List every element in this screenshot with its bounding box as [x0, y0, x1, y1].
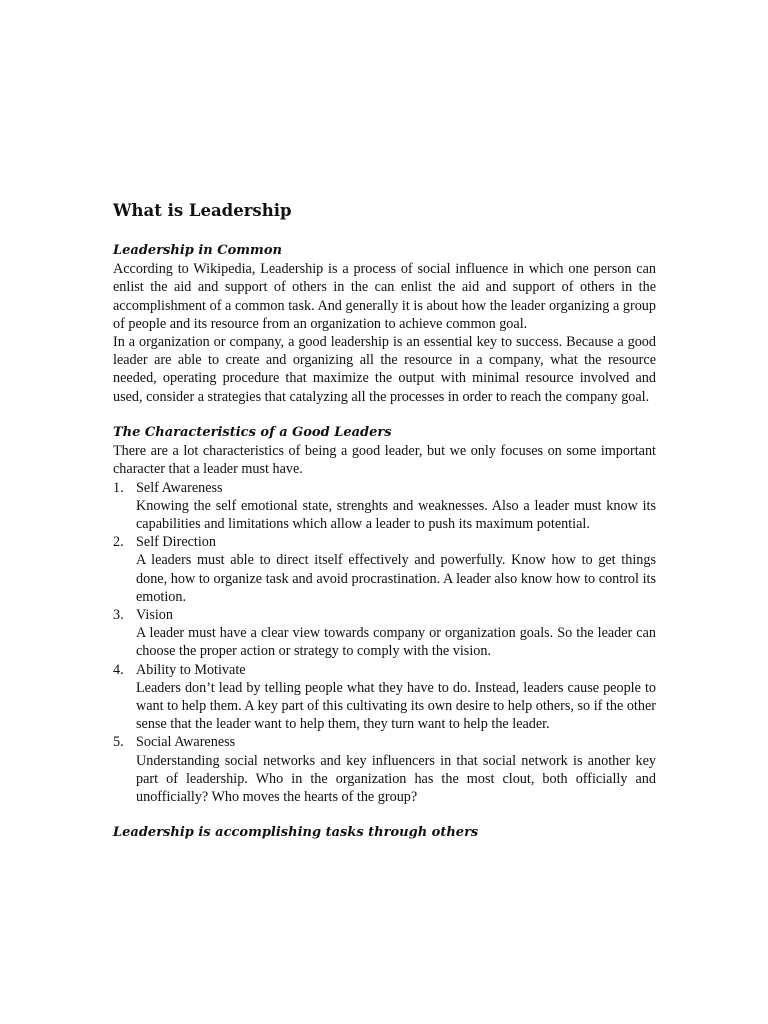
- section-heading: Leadership in Common: [113, 243, 282, 258]
- list-item-body: A leader must have a clear view towards company or organization goals. So the leader can choose the proper action or strategy to comply with the vision.: [136, 625, 656, 660]
- list-item: [113, 733, 656, 806]
- section-accomplishing-tasks: [113, 824, 656, 842]
- list-item: [113, 533, 656, 606]
- list-item: [113, 606, 656, 661]
- characteristics-list: [113, 479, 656, 807]
- paragraph: According to Wikipedia, Leadership is a process of social influence in which one person can enlist the aid and support of others in the can enlist the aid and support of others in the accomplishment of a common task. And generally it is about how the leader organizing a group of people and its resource from an organization to achieve common goal.: [113, 261, 656, 332]
- list-item-number: 2.: [113, 534, 124, 551]
- document-page: [113, 200, 656, 843]
- list-item: [113, 661, 656, 734]
- list-item-title: Social Awareness: [136, 734, 236, 751]
- section-heading: Leadership is accomplishing tasks through others: [113, 825, 479, 841]
- spacer: [113, 806, 656, 824]
- section-intro: There are a lot characteristics of being a good leader, but we only focuses on some important character that a leader must have.: [113, 443, 656, 478]
- document-title: What is Leadership: [113, 201, 292, 220]
- section-heading: The Characteristics of a Good Leaders: [113, 425, 392, 441]
- list-item: [113, 479, 656, 534]
- list-item-body: Leaders don’t lead by telling people what they have to do. Instead, leaders cause people to want to help them. A key part of this cultivating its own desire to help others, so if the other sense that the leader want to help them, they turn want to help the leader.: [136, 679, 656, 733]
- list-item-body: Knowing the self emotional state, strenghts and weaknesses. Also a leader must know its capabilities and limitations which allow a leader to push its maximum potential.: [136, 497, 656, 533]
- list-item-body: A leaders must able to direct itself effectively and powerfully. Know how to get things done, how to organize task and avoid procrastination. A leader also know how to control its emotion.: [136, 552, 656, 605]
- section-characteristics: [113, 424, 656, 806]
- list-item-number: 4.: [113, 661, 124, 678]
- list-item-title: Self Awareness: [136, 479, 223, 496]
- list-item-number: 1.: [113, 479, 124, 496]
- list-item-body: Understanding social networks and key influencers in that social network is another key part of leadership. Who in the organization has the most clout, both officially and unofficially? Who moves the hearts of the group?: [136, 752, 656, 806]
- list-item-title: Self Direction: [136, 534, 216, 551]
- section-leadership-in-common: [113, 242, 656, 406]
- list-item-title: Vision: [136, 607, 173, 624]
- spacer: [113, 406, 656, 424]
- list-item-title: Ability to Motivate: [136, 661, 246, 678]
- list-item-number: 3.: [113, 607, 124, 624]
- list-item-number: 5.: [113, 734, 124, 751]
- paragraph: In a organization or company, a good leadership is an essential key to success. Because a good leader are able to create and organizing all the resource in a company, what the resource needed, operating procedure that maximize the output with minimal resource involved and used, consider a strategies that catalyzing all the processes in order to reach the company goal.: [113, 334, 656, 405]
